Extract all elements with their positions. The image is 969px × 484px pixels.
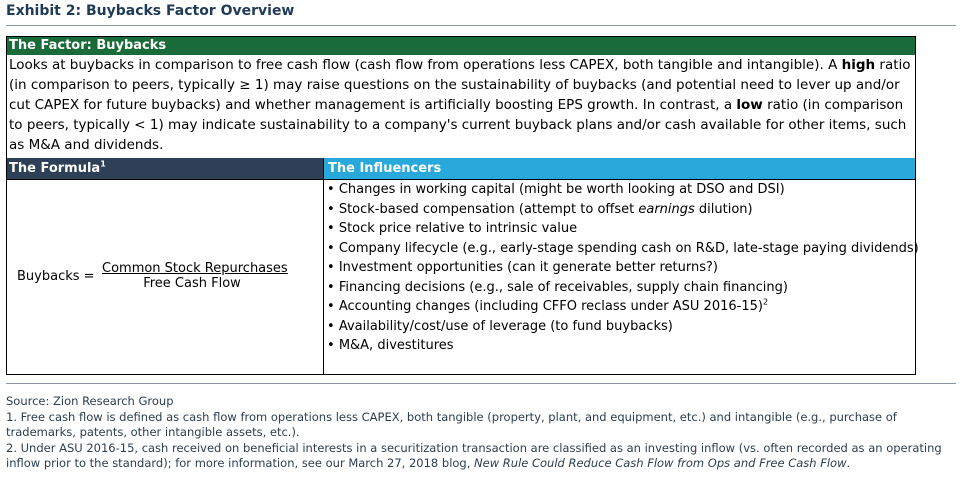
- formula-denominator: Free Cash Flow: [143, 276, 241, 291]
- list-item: • Stock price relative to intrinsic value: [327, 221, 578, 236]
- low-keyword: low: [736, 97, 763, 113]
- factor-description: Looks at buybacks in comparison to free cash flow (cash flow from operations less CAPEX, both tangible and intangible). A high ratio (in comparison to peers, typically ≥ 1) may raise questions on the sustainability of buybacks (and potential need to lever up and/or cut CAPEX for future buybacks) and whether management is artificially boosting EPS growth. In contrast, a low ratio (in comparison to peers, typically < 1) may indicate sustainability to a company's current buyback plans and/or cash available for other items, such as M&A and dividends.: [9, 57, 911, 153]
- footnote-1: 1. Free cash flow is defined as cash flow from operations less CAPEX, both tangible (property, plant, and equipment, etc.) and intangible (e.g., purchase of trademarks, patents, other intangible assets, etc.).: [6, 409, 897, 439]
- blog-link[interactable]: New Rule Could Reduce Cash Flow from Ops and Free Cash Flow: [474, 456, 847, 470]
- list-item: • M&A, divestitures: [327, 338, 454, 353]
- column-divider: [323, 158, 324, 375]
- list-item: • Accounting changes (including CFFO reclass under ASU 2016-15)$^2$: [327, 297, 769, 314]
- footnote-2: 2. Under ASU 2016-15, cash received on beneficial interests in a securitization transaction are classified as an investing inflow (vs. often recorded as an operating inflow prior to the standard); for more information, see our March 27, 2018 blog, New Rule Could Reduce Cash Flow from Ops and Free Cash Flow.: [6, 440, 942, 470]
- list-item: • Company lifecycle (e.g., early-stage spending cash on R&D, late-stage paying dividends): [327, 240, 919, 256]
- formula-numerator: Common Stock Repurchases: [102, 261, 288, 276]
- influencers-list: [327, 180, 919, 356]
- list-item: • Availability/cost/use of leverage (to fund buybacks): [327, 318, 673, 334]
- formula-header: The Formula$^1$: [7, 158, 324, 179]
- footer-divider: [6, 383, 956, 384]
- list-item: • Changes in working capital (might be worth looking at DSO and DSI): [327, 182, 785, 197]
- high-keyword: high: [841, 57, 876, 73]
- formula-lhs: Buybacks =: [17, 269, 95, 284]
- factor-table: [6, 36, 919, 375]
- influencers-header: The Influencers: [324, 158, 915, 179]
- source-line: Source: Zion Research Group: [6, 394, 174, 408]
- title-divider: [6, 25, 956, 26]
- list-item: • Investment opportunities (can it generate better returns?): [327, 260, 718, 275]
- list-item: • Financing decisions (e.g., sale of receivables, supply chain financing): [327, 279, 788, 295]
- footnotes: [6, 394, 961, 472]
- factor-header: The Factor: Buybacks: [7, 37, 915, 55]
- formula-footnote-ref: 1: [100, 159, 106, 169]
- exhibit-title: Exhibit 2: Buybacks Factor Overview: [6, 3, 295, 19]
- list-item: • Stock-based compensation (attempt to offset earnings dilution): [327, 201, 753, 217]
- formula-fraction: [102, 261, 288, 291]
